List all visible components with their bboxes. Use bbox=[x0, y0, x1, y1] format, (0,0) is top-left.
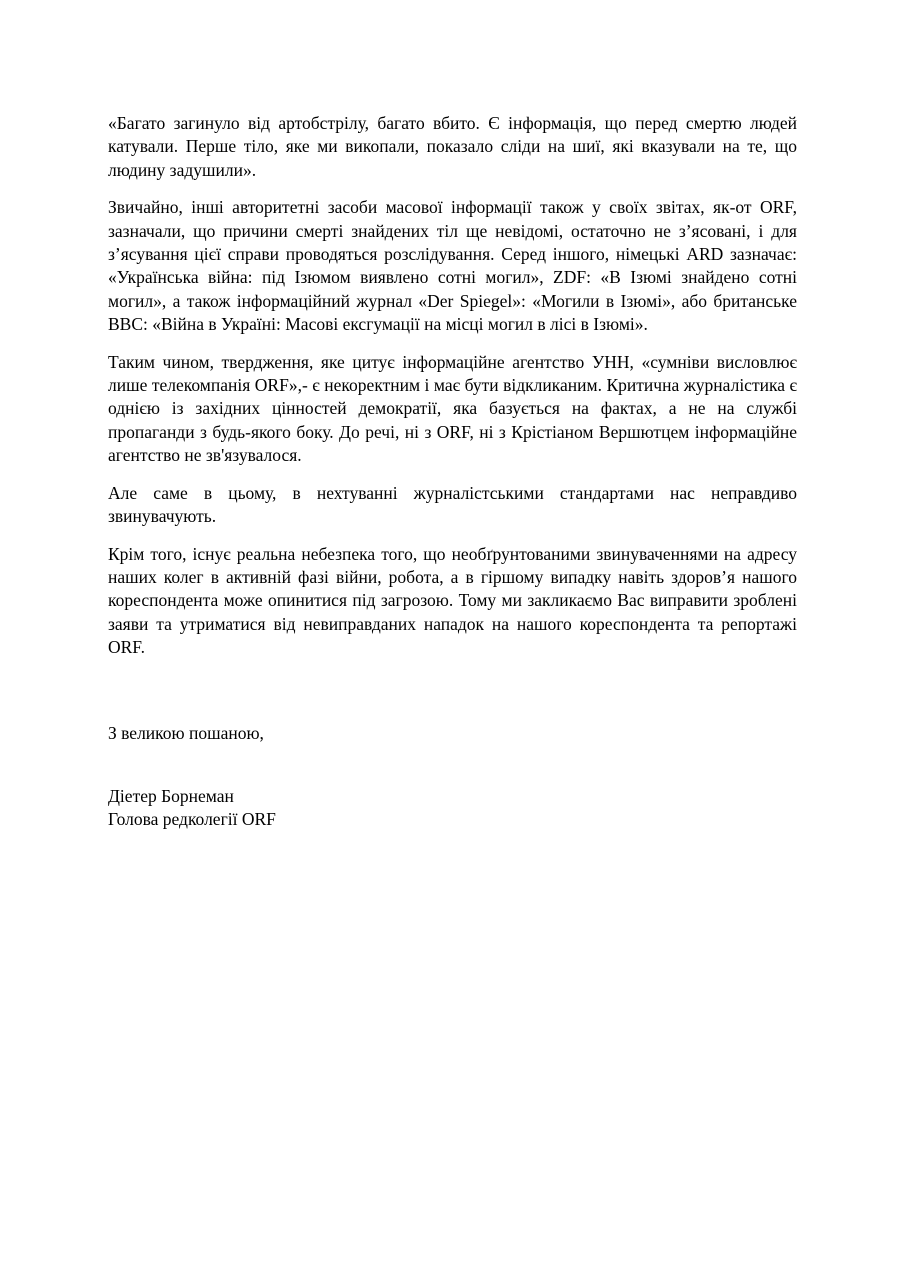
paragraph-danger-appeal: Крім того, існує реальна небезпека того, що необґрунтованими звинуваченнями на адресу наших колег в активній фазі війни, робота, а в гіршому випадку навіть здоров’я нашого кореспондента може опинитися під загрозою. Тому ми закликаємо Вас виправити зроблені заяви та утриматися від невиправданих нападок на нашого кореспондента та репортажі ORF. bbox=[108, 543, 797, 658]
paragraph-statement-incorrect: Таким чином, твердження, яке цитує інформаційне агентство УНН, «сумніви висловлює лише телекомпанія ORF»,- є некоректним і має бути відкликаним. Критична журналістика є однією із західних цінностей демократії, яка базується на фактах, а не на службі пропаганди з будь-якого боку. До речі, ні з ORF, ні з Крістіаном Вершютцем інформаційне агентство не зв'язувалося. bbox=[108, 351, 797, 466]
paragraph-quote-exhumation: «Багато загинуло від артобстрілу, багато вбито. Є інформація, що перед смертю людей катували. Перше тіло, яке ми викопали, показало сліди на шиї, які вказували на те, що людину задушили». bbox=[108, 113, 797, 180]
paragraph-other-media-reports: Звичайно, інші авторитетні засоби масової інформації також у своїх звітах, як-от ORF, зазначали, що причини смерті знайдених тіл ще невідомі, остаточно не з’ясовані, і для з’ясування цієї справи проводяться розслідування. Серед іншого, німецькі ARD зазначає: «Українська війна: під Ізюмом виявлено сотні могил», ZDF: «В Ізюмі знайдено сотні могил», а також інформаційний журнал «Der Spiegel»: «Могили в Ізюмі», або британське BBC: «Війна в Україні: Масові ексгумації на місці могил в лісі в Ізюмі». bbox=[108, 197, 797, 335]
signature-block bbox=[108, 785, 797, 832]
signature-title: Голова редколегії ORF bbox=[108, 809, 276, 830]
paragraph-false-accusation: Але саме в цьому, в нехтуванні журналістськими стандартами нас неправдиво звинувачують. bbox=[108, 482, 797, 527]
closing-salutation: З великою пошаною, bbox=[108, 722, 264, 743]
signature-name: Діетер Борнеман bbox=[108, 785, 234, 806]
